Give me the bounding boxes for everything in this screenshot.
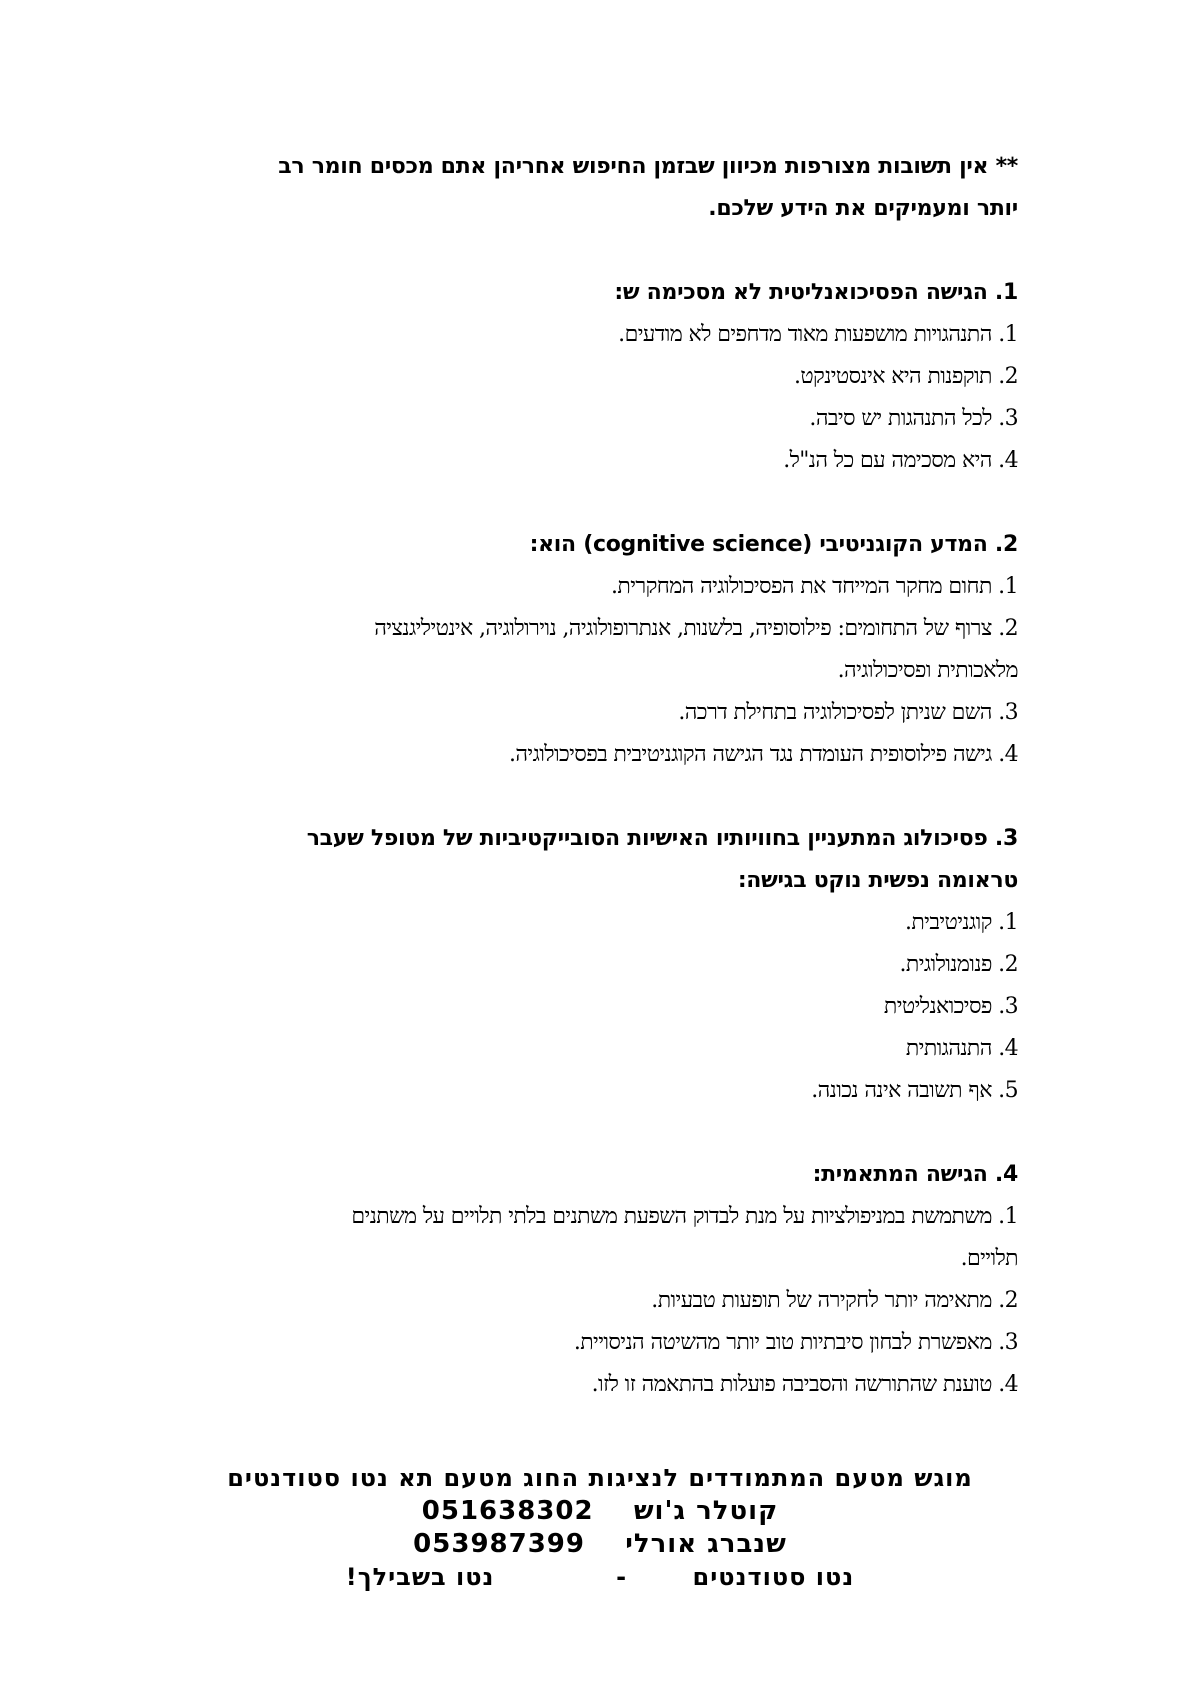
slogan-separator: - bbox=[616, 1563, 628, 1591]
question-2-title: 2. המדע הקוגניטיבי (cognitive science) הוא: bbox=[529, 532, 1018, 557]
question-3-option-3: 3. פסיכואנליטית bbox=[883, 994, 1018, 1019]
contact-2-name: שנברג אורלי bbox=[625, 1529, 787, 1559]
question-4-option-1-cont: תלויים. bbox=[960, 1246, 1018, 1271]
question-2-option-1: 1. תחום מחקר המייחד את הפסיכולוגיה המחקרית. bbox=[611, 574, 1018, 599]
contact-1-name: קוטלר ג'וש bbox=[633, 1496, 779, 1526]
spacer bbox=[186, 230, 1018, 272]
question-2-option-2: 2. צרוף של התחומים: פילוסופיה, בלשנות, אנתרופולוגיה, נוירולוגיה, אינטיליגנציה bbox=[374, 616, 1018, 641]
slogan-left: נטו סטודנטים bbox=[692, 1563, 855, 1591]
footer-line-1: מוגש מטעם המתמודדים לנציגות החוג מטעם תא נטו סטודנטים bbox=[227, 1464, 973, 1492]
footer-slogan bbox=[150, 1561, 1050, 1594]
question-1-option-2: 2. תוקפנות היא אינסטינקט. bbox=[793, 364, 1018, 389]
question-1-option-4: 4. היא מסכימה עם כל הנ"ל. bbox=[783, 448, 1018, 473]
question-3-option-1: 1. קוגניטיבית. bbox=[904, 910, 1018, 935]
question-4-option-3: 3. מאפשרת לבחון סיבתיות טוב יותר מהשיטה הניסויית. bbox=[573, 1330, 1018, 1355]
footer-contact-2 bbox=[150, 1528, 1050, 1561]
question-3-option-4: 4. התנהגותית bbox=[905, 1036, 1018, 1061]
question-1-option-3: 3. לכל התנהגות יש סיבה. bbox=[809, 406, 1018, 431]
contact-1-phone: 051638302 bbox=[421, 1496, 594, 1526]
spacer bbox=[186, 776, 1018, 818]
question-4-option-1: 1. משתמשת במניפולציות על מנת לבדוק השפעת משתנים בלתי תלויים על משתנים bbox=[351, 1204, 1018, 1229]
question-2-option-4: 4. גישה פילוסופית העומדת נגד הגישה הקוגניטיבית בפסיכולוגיה. bbox=[508, 742, 1018, 767]
spacer bbox=[186, 482, 1018, 524]
footer-contact-1 bbox=[150, 1495, 1050, 1528]
question-3-title-line-1: 3. פסיכולוג המתעניין בחוויותיו האישיות הסובייקטיביות של מטופל שעבר bbox=[306, 826, 1018, 851]
quiz-content bbox=[186, 146, 1018, 1406]
footer bbox=[150, 1462, 1050, 1594]
intro-line-1: ** אין תשובות מצורפות מכיוון שבזמן החיפוש אחריהן אתם מכסים חומר רב bbox=[278, 154, 1018, 179]
question-2-option-3: 3. השם שניתן לפסיכולוגיה בתחילת דרכה. bbox=[678, 700, 1018, 725]
slogan-right: נטו בשבילך! bbox=[345, 1563, 495, 1591]
question-3-option-5: 5. אף תשובה אינה נכונה. bbox=[811, 1078, 1018, 1103]
question-1-title: 1. הגישה הפסיכואנליטית לא מסכימה ש: bbox=[614, 280, 1018, 305]
contact-2-phone: 053987399 bbox=[413, 1529, 585, 1559]
question-4-option-2: 2. מתאימה יותר לחקירה של תופעות טבעיות. bbox=[651, 1288, 1018, 1313]
question-1-option-1: 1. התנהגויות מושפעות מאוד מדחפים לא מודעים. bbox=[618, 322, 1018, 347]
spacer bbox=[186, 1112, 1018, 1154]
question-4-option-4: 4. טוענת שהתורשה והסביבה פועלות בהתאמה זו לזו. bbox=[591, 1372, 1018, 1397]
intro-line-2: יותר ומעמיקים את הידע שלכם. bbox=[708, 196, 1018, 221]
question-3-option-2: 2. פנומנולוגית. bbox=[899, 952, 1018, 977]
question-2-option-2-cont: מלאכותית ופסיכולוגיה. bbox=[837, 658, 1018, 683]
question-4-title: 4. הגישה המתאמית: bbox=[812, 1162, 1018, 1187]
question-3-title-line-2: טראומה נפשית נוקט בגישה: bbox=[737, 868, 1018, 893]
